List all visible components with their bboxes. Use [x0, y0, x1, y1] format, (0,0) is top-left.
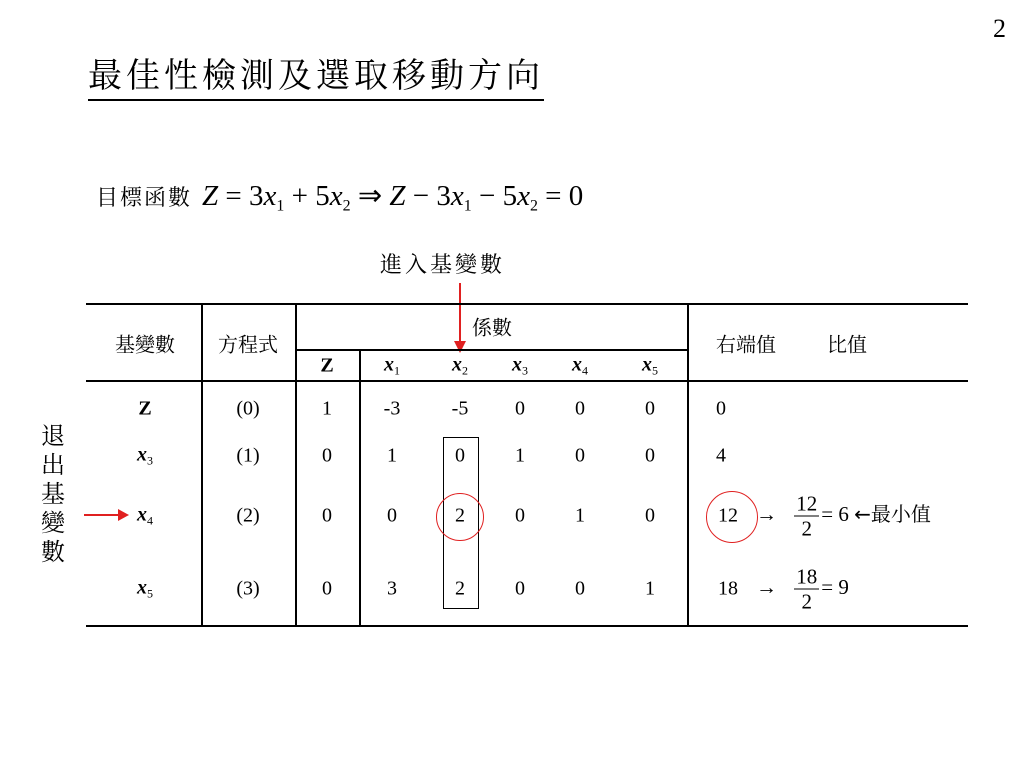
cell-rhs: 18 [718, 577, 738, 600]
cell-x5: 1 [645, 577, 655, 600]
cell-x3: 0 [515, 504, 525, 527]
row-basic-var: $x_5$ [137, 576, 153, 601]
slide-title: 最佳性檢測及選取移動方向 [88, 48, 544, 101]
table-divider [687, 303, 689, 627]
row-equation: (2) [236, 504, 260, 527]
table-divider [201, 303, 203, 627]
cell-x3: 0 [515, 577, 525, 600]
cell-x5: 0 [645, 504, 655, 527]
header-coefficients: 係數 [472, 315, 512, 340]
cell-rhs: 12 [718, 504, 738, 527]
cell-z: 1 [322, 397, 332, 420]
header-ratio: 比值 [827, 334, 867, 357]
header-bottom-rule [86, 380, 968, 382]
cell-x2: -5 [451, 397, 469, 420]
cell-rhs: 4 [716, 444, 726, 467]
page-number: 2 [993, 14, 1006, 43]
min-ratio-tag: ←最小值 [854, 501, 931, 526]
objective-function [96, 178, 583, 216]
header-col-x5: $x_5$ [642, 353, 658, 378]
cell-x1: 3 [387, 577, 397, 600]
objective-equation: $Z = 3x_1 + 5x_2$ ⇒ $Z - 3x_1 - 5x_2 = 0$ [202, 180, 584, 215]
cell-x1: 1 [387, 444, 397, 467]
cell-z: 0 [322, 577, 332, 600]
row-basic-var: $x_4$ [137, 503, 153, 528]
header-equation: 方程式 [218, 332, 278, 357]
cell-z: 0 [322, 504, 332, 527]
cell-x4: 1 [575, 504, 585, 527]
cell-x4: 0 [575, 577, 585, 600]
cell-rhs: 0 [716, 397, 726, 420]
header-col-x1: $x_1$ [384, 353, 400, 378]
objective-label: 目標函數 [96, 186, 193, 211]
cell-x3: 1 [515, 444, 525, 467]
table-divider [295, 303, 297, 627]
table-divider [359, 349, 361, 627]
coef-header-rule [296, 349, 688, 351]
header-col-x4: $x_4$ [572, 353, 588, 378]
entering-variable-label: 進入基變數 [380, 253, 506, 278]
cell-x2: 2 [455, 577, 465, 600]
header-rhs: 右端值 [716, 334, 776, 357]
table-bottom-rule [86, 625, 968, 627]
ratio-expression: → $\frac{12}{2}$ = 6 ←最小值 [756, 491, 931, 541]
leaving-variable-label: 退 出 基 變 數 [41, 422, 65, 566]
cell-x1: -3 [383, 397, 401, 420]
cell-x4: 0 [575, 397, 585, 420]
cell-x2: 2 [455, 504, 465, 527]
cell-x3: 0 [515, 397, 525, 420]
entering-arrow-icon [450, 283, 470, 355]
header-col-x3: $x_3$ [512, 353, 528, 378]
header-col-z: Z [320, 354, 334, 377]
header-basic-variable: 基變數 [115, 332, 175, 357]
row-basic-var: $x_3$ [137, 443, 153, 468]
row-equation: (3) [236, 577, 260, 600]
cell-x5: 0 [645, 397, 655, 420]
cell-x4: 0 [575, 444, 585, 467]
leaving-arrow-icon [84, 505, 130, 525]
cell-x2: 0 [455, 444, 465, 467]
header-col-x2: $x_2$ [452, 353, 468, 378]
row-equation: (1) [236, 444, 260, 467]
table-top-rule [86, 303, 968, 305]
row-basic-var: Z [138, 397, 152, 420]
row-equation: (0) [236, 397, 260, 420]
ratio-expression: → $\frac{18}{2}$ = 9 [756, 564, 849, 614]
cell-x5: 0 [645, 444, 655, 467]
cell-x1: 0 [387, 504, 397, 527]
cell-z: 0 [322, 444, 332, 467]
